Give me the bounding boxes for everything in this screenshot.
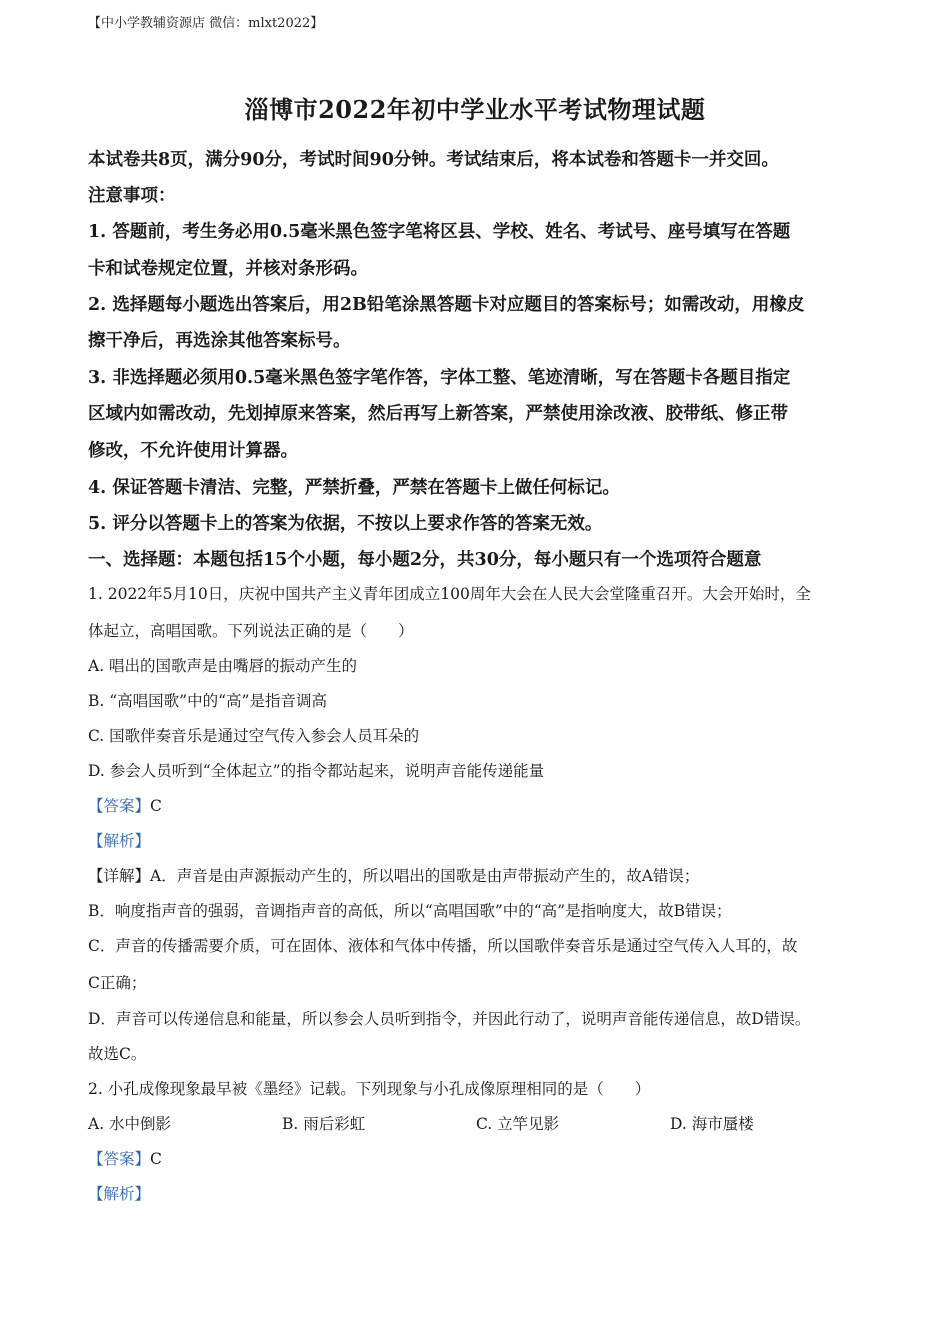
detail-line: B．响度指声音的强弱，音调指声音的高低，所以“高唱国歌”中的“高”是指响度大，故B错误； [88, 902, 732, 920]
option-a: A. 唱出的国歌声是由嘴唇的振动产生的 [88, 657, 358, 675]
notice-line: 区域内如需改动，先划掉原来答案，然后再写上新答案，严禁使用涂改液、胶带纸、修正带 [88, 404, 788, 424]
notice-line: 3. 非选择题必须用0.5毫米黑色签字笔作答，字体工整、笔迹清晰，写在答题卡各题目指定 [88, 368, 791, 388]
notice-line: 4. 保证答题卡清洁、完整，严禁折叠，严禁在答题卡上做任何标记。 [88, 478, 620, 498]
answer-value: C [150, 1150, 162, 1168]
option-b: B. 雨后彩虹 [282, 1115, 366, 1133]
detail-line: C．声音的传播需要介质，可在固体、液体和气体中传播，所以国歌伴奏音乐是通过空气传入人耳的，故 [88, 937, 798, 955]
question-stem: 1. 2022年5月10日，庆祝中国共产主义青年团成立100周年大会在人民大会堂隆重召开。大会开始时，全 [88, 585, 811, 603]
option-b: B. “高唱国歌”中的“高”是指音调高 [88, 692, 327, 710]
question-stem: 体起立，高唱国歌。下列说法正确的是（ ） [88, 622, 414, 640]
question-stem: 2. 小孔成像现象最早被《墨经》记载。下列现象与小孔成像原理相同的是（ ） [88, 1080, 651, 1098]
detail-tag: 【详解】 [88, 867, 151, 885]
notice-line: 修改，不允许使用计算器。 [88, 441, 298, 461]
answer-value: C [150, 797, 162, 815]
answer-tag: 【答案】 [88, 797, 151, 815]
option-c: C. 国歌伴奏音乐是通过空气传入参会人员耳朵的 [88, 727, 420, 745]
option-c: C. 立竿见影 [476, 1115, 560, 1133]
answer-line [88, 794, 162, 816]
option-d: D. 参会人员听到“全体起立”的指令都站起来，说明声音能传递能量 [88, 762, 545, 780]
analysis-tag: 【解析】 [88, 832, 151, 850]
option-d: D. 海市蜃楼 [670, 1115, 754, 1133]
intro-text: 本试卷共8页，满分90分，考试时间90分钟。考试结束后，将本试卷和答题卡一并交回。 [88, 150, 779, 170]
answer-line [88, 1147, 162, 1169]
section-heading: 一、选择题：本题包括15个小题，每小题2分，共30分，每小题只有一个选项符合题意 [88, 550, 762, 570]
notice-line: 1. 答题前，考生务必用0.5毫米黑色签字笔将区县、学校、姓名、考试号、座号填写在答题 [88, 222, 791, 242]
page-title: 淄博市2022年初中学业水平考试物理试题 [244, 95, 706, 124]
detail-line: D．声音可以传递信息和能量，所以参会人员听到指令，并因此行动了，说明声音能传递信息，故D错误。 [88, 1010, 811, 1028]
notice-line: 卡和试卷规定位置，并核对条形码。 [88, 259, 368, 279]
header-note: 【中小学教辅资源店 微信：mlxt2022】 [88, 16, 324, 31]
option-a: A. 水中倒影 [88, 1115, 172, 1133]
notice-line: 擦干净后，再选涂其他答案标号。 [88, 331, 351, 351]
notice-heading: 注意事项： [88, 186, 176, 206]
detail-line: 故选C。 [88, 1045, 147, 1063]
detail-line: C正确； [88, 974, 147, 992]
detail-line [88, 864, 699, 886]
notice-line: 5. 评分以答题卡上的答案为依据，不按以上要求作答的答案无效。 [88, 514, 603, 534]
detail-text: A．声音是由声源振动产生的，所以唱出的国歌是由声带振动产生的，故A错误； [150, 867, 700, 885]
analysis-tag: 【解析】 [88, 1185, 151, 1203]
answer-tag: 【答案】 [88, 1150, 151, 1168]
notice-line: 2. 选择题每小题选出答案后，用2B铅笔涂黑答题卡对应题目的答案标号；如需改动，用橡皮 [88, 295, 805, 315]
